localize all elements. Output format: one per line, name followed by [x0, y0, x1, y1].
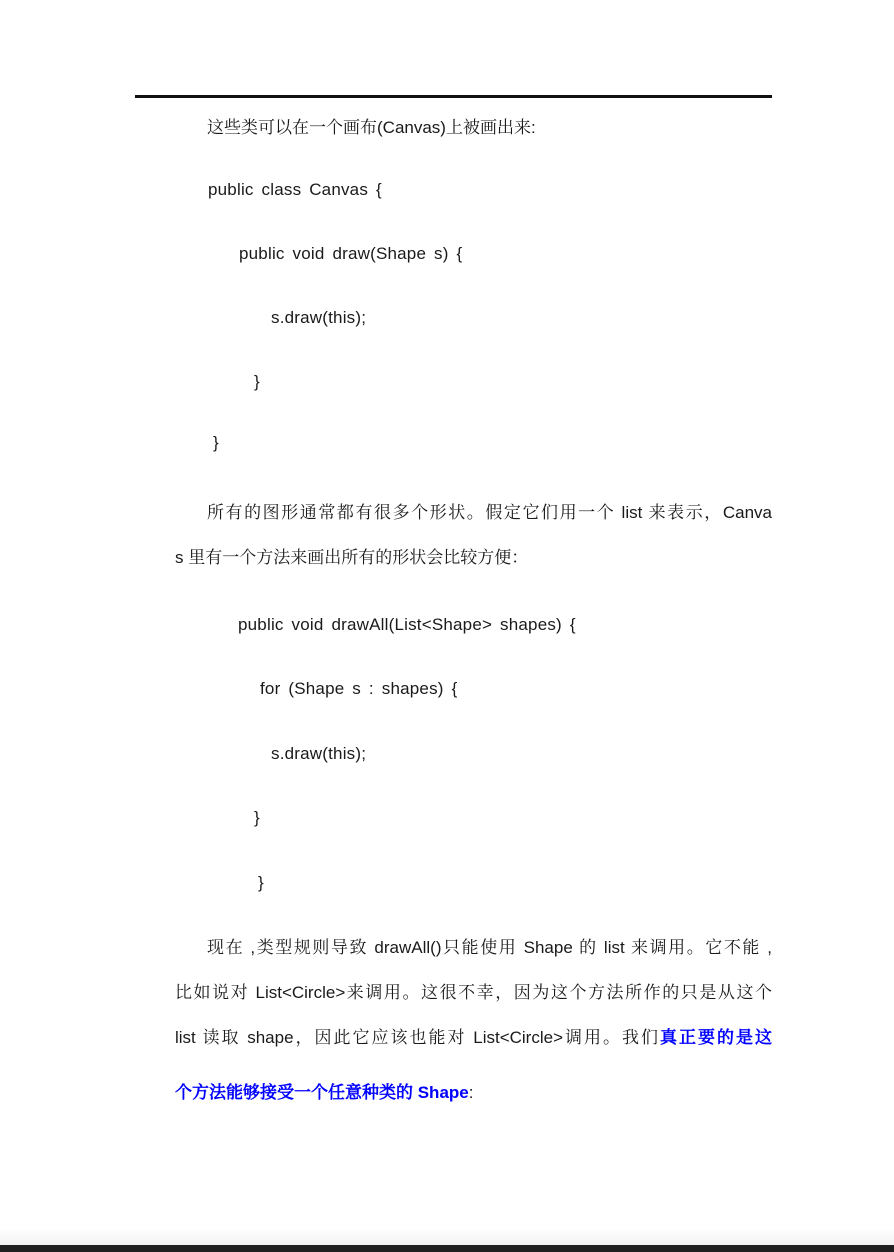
intro-paragraph-line: 这些类可以在一个画布(Canvas)上被画出来:	[207, 118, 536, 137]
code-line-drawall-close: }	[258, 873, 264, 892]
code-line-draw-method-open: public void draw(Shape s) {	[239, 244, 463, 263]
code-line-for-loop-open: for (Shape s : shapes) {	[260, 679, 458, 698]
code-line-drawall-draw-call: s.draw(this);	[271, 744, 367, 763]
code-line-canvas-class-open: public class Canvas {	[208, 180, 382, 199]
code-line-draw-call: s.draw(this);	[271, 308, 367, 327]
code-line-draw-method-close: }	[254, 372, 260, 391]
code-line-for-loop-close: }	[254, 808, 260, 827]
page-bottom-bar	[0, 1245, 894, 1252]
paragraph2-line2: s 里有一个方法来画出所有的形状会比较方便：	[175, 548, 529, 567]
paragraph3-line3-emphasis-text: 真正要的是这	[660, 1028, 772, 1047]
paragraph3-line4	[175, 1081, 772, 1105]
paragraph3-line4-colon: :	[468, 1083, 474, 1102]
paragraph3-line1: 现在 ,类型规则导致 drawAll()只能使用 Shape 的 list 来调用。它不能 ,	[207, 938, 772, 957]
header-rule-divider	[135, 95, 772, 98]
paragraph3-line3	[175, 1026, 772, 1050]
code-line-drawall-open: public void drawAll(List<Shape> shapes) {	[238, 615, 576, 634]
paragraph2-line1: 所有的图形通常都有很多个形状。假定它们用一个 list 来表示，Canva	[207, 503, 772, 522]
paragraph3-line3-normal-text: list 读取 shape，因此它应该也能对 List<Circle>调用。我们	[175, 1028, 660, 1047]
paragraph3-line2: 比如说对 List<Circle>来调用。这很不幸，因为这个方法所作的只是从这个	[175, 983, 772, 1002]
paragraph3-line4-emphasis-text: 个方法能够接受一个任意种类的 Shape	[175, 1083, 469, 1102]
page-bottom-fade	[0, 1228, 894, 1245]
code-line-canvas-class-close: }	[213, 433, 219, 452]
